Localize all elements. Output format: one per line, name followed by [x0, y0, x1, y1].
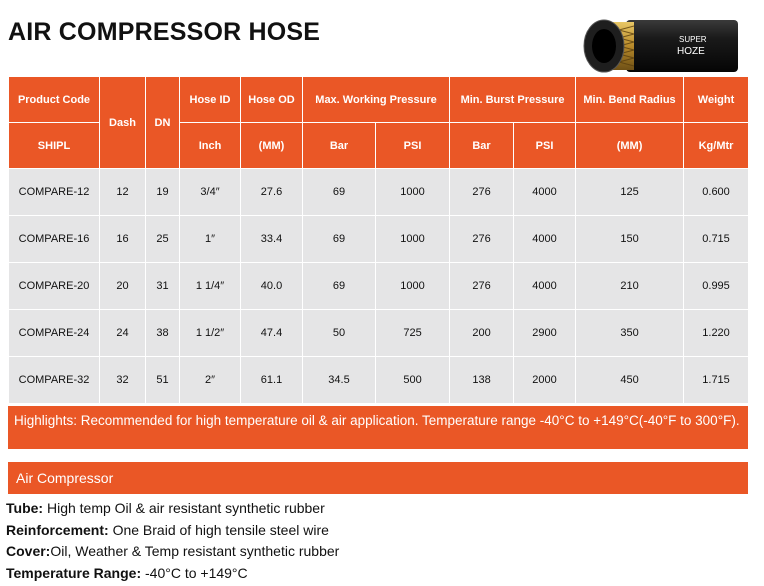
cell-burst-bar: 200 — [450, 310, 514, 357]
spec-list — [6, 498, 339, 584]
cell-dn: 25 — [146, 216, 180, 263]
col-product-code: Product Code — [9, 77, 100, 123]
unit-working-bar: Bar — [303, 123, 376, 169]
cell-od: 40.0 — [241, 263, 303, 310]
spec-label: Cover: — [6, 543, 51, 559]
unit-product-code: SHIPL — [9, 123, 100, 169]
spec-value: One Braid of high tensile steel wire — [108, 521, 329, 538]
cell-dn: 19 — [146, 169, 180, 216]
cell-dn: 51 — [146, 357, 180, 404]
table-row — [9, 216, 749, 263]
cell-burst-psi: 4000 — [514, 169, 576, 216]
cell-dash: 20 — [100, 263, 146, 310]
cell-working-bar: 69 — [303, 169, 376, 216]
cell-burst-bar: 276 — [450, 169, 514, 216]
cell-bend: 210 — [576, 263, 684, 310]
col-weight: Weight — [684, 77, 749, 123]
cell-working-bar: 69 — [303, 216, 376, 263]
cell-code: COMPARE-24 — [9, 310, 100, 357]
unit-burst-psi: PSI — [514, 123, 576, 169]
unit-weight: Kg/Mtr — [684, 123, 749, 169]
cell-id: 3/4″ — [180, 169, 241, 216]
col-dash: Dash — [100, 77, 146, 169]
cell-code: COMPARE-32 — [9, 357, 100, 404]
cell-working-bar: 69 — [303, 263, 376, 310]
col-dn: DN — [146, 77, 180, 169]
cell-id: 1 1/2″ — [180, 310, 241, 357]
brand-text-hoze: HOZE — [677, 46, 705, 57]
cell-bend: 450 — [576, 357, 684, 404]
cell-burst-bar: 276 — [450, 216, 514, 263]
cell-code: COMPARE-12 — [9, 169, 100, 216]
unit-hose-id: Inch — [180, 123, 241, 169]
cell-id: 2″ — [180, 357, 241, 404]
cell-od: 61.1 — [241, 357, 303, 404]
cell-working-bar: 34.5 — [303, 357, 376, 404]
cell-bend: 150 — [576, 216, 684, 263]
cell-od: 33.4 — [241, 216, 303, 263]
cell-dash: 16 — [100, 216, 146, 263]
table-row — [9, 169, 749, 216]
cell-dash: 12 — [100, 169, 146, 216]
cell-weight: 0.995 — [684, 263, 749, 310]
header-row — [9, 77, 749, 123]
cell-dn: 31 — [146, 263, 180, 310]
cell-working-psi: 500 — [376, 357, 450, 404]
cell-bend: 350 — [576, 310, 684, 357]
cell-weight: 1.715 — [684, 357, 749, 404]
brand-text-super: SUPER — [679, 35, 707, 44]
cell-burst-bar: 276 — [450, 263, 514, 310]
cell-id: 1″ — [180, 216, 241, 263]
spec-item-reinforcement — [6, 520, 339, 542]
spec-item-temperature-range — [6, 563, 339, 585]
cell-burst-psi: 2000 — [514, 357, 576, 404]
cell-working-bar: 50 — [303, 310, 376, 357]
col-max-working-pressure: Max. Working Pressure — [303, 77, 450, 123]
section-header: Air Compressor — [8, 462, 748, 494]
cell-dash: 32 — [100, 357, 146, 404]
cell-burst-psi: 4000 — [514, 216, 576, 263]
cell-burst-psi: 2900 — [514, 310, 576, 357]
spec-label: Reinforcement: — [6, 521, 109, 538]
unit-burst-bar: Bar — [450, 123, 514, 169]
cell-od: 47.4 — [241, 310, 303, 357]
cell-code: COMPARE-20 — [9, 263, 100, 310]
spec-label: Temperature Range: — [6, 564, 142, 581]
col-hose-od: Hose OD — [241, 77, 303, 123]
cell-working-psi: 1000 — [376, 216, 450, 263]
page-title: AIR COMPRESSOR HOSE — [8, 18, 321, 46]
cell-od: 27.6 — [241, 169, 303, 216]
col-min-bend-radius: Min. Bend Radius — [576, 77, 684, 123]
cell-weight: 0.600 — [684, 169, 749, 216]
cell-dn: 38 — [146, 310, 180, 357]
table-row — [9, 310, 749, 357]
cell-burst-psi: 4000 — [514, 263, 576, 310]
cell-working-psi: 1000 — [376, 169, 450, 216]
spec-label: Tube: — [6, 500, 44, 516]
unit-working-psi: PSI — [376, 123, 450, 169]
cell-burst-bar: 138 — [450, 357, 514, 404]
cell-working-psi: 1000 — [376, 263, 450, 310]
col-min-burst-pressure: Min. Burst Pressure — [450, 77, 576, 123]
spec-value: Oil, Weather & Temp resistant synthetic rubber — [50, 543, 340, 559]
highlights-banner: Highlights: Recommended for high temperature oil & air application. Temperature range -40°C to +149°C(-40°F to 300°F). — [8, 406, 748, 449]
cell-dash: 24 — [100, 310, 146, 357]
cell-id: 1 1/4″ — [180, 263, 241, 310]
cell-weight: 0.715 — [684, 216, 749, 263]
hose-product-image — [574, 14, 744, 78]
spec-value: High temp Oil & air resistant synthetic rubber — [43, 500, 325, 516]
table-row — [9, 263, 749, 310]
table-row — [9, 357, 749, 404]
spec-item-tube — [6, 498, 339, 520]
spec-table — [8, 76, 749, 404]
spec-value: -40°C to +149°C — [141, 564, 248, 581]
unit-bend: (MM) — [576, 123, 684, 169]
cell-bend: 125 — [576, 169, 684, 216]
col-hose-id: Hose ID — [180, 77, 241, 123]
cell-working-psi: 725 — [376, 310, 450, 357]
cell-weight: 1.220 — [684, 310, 749, 357]
cell-code: COMPARE-16 — [9, 216, 100, 263]
unit-hose-od: (MM) — [241, 123, 303, 169]
spec-item-cover — [6, 541, 339, 563]
